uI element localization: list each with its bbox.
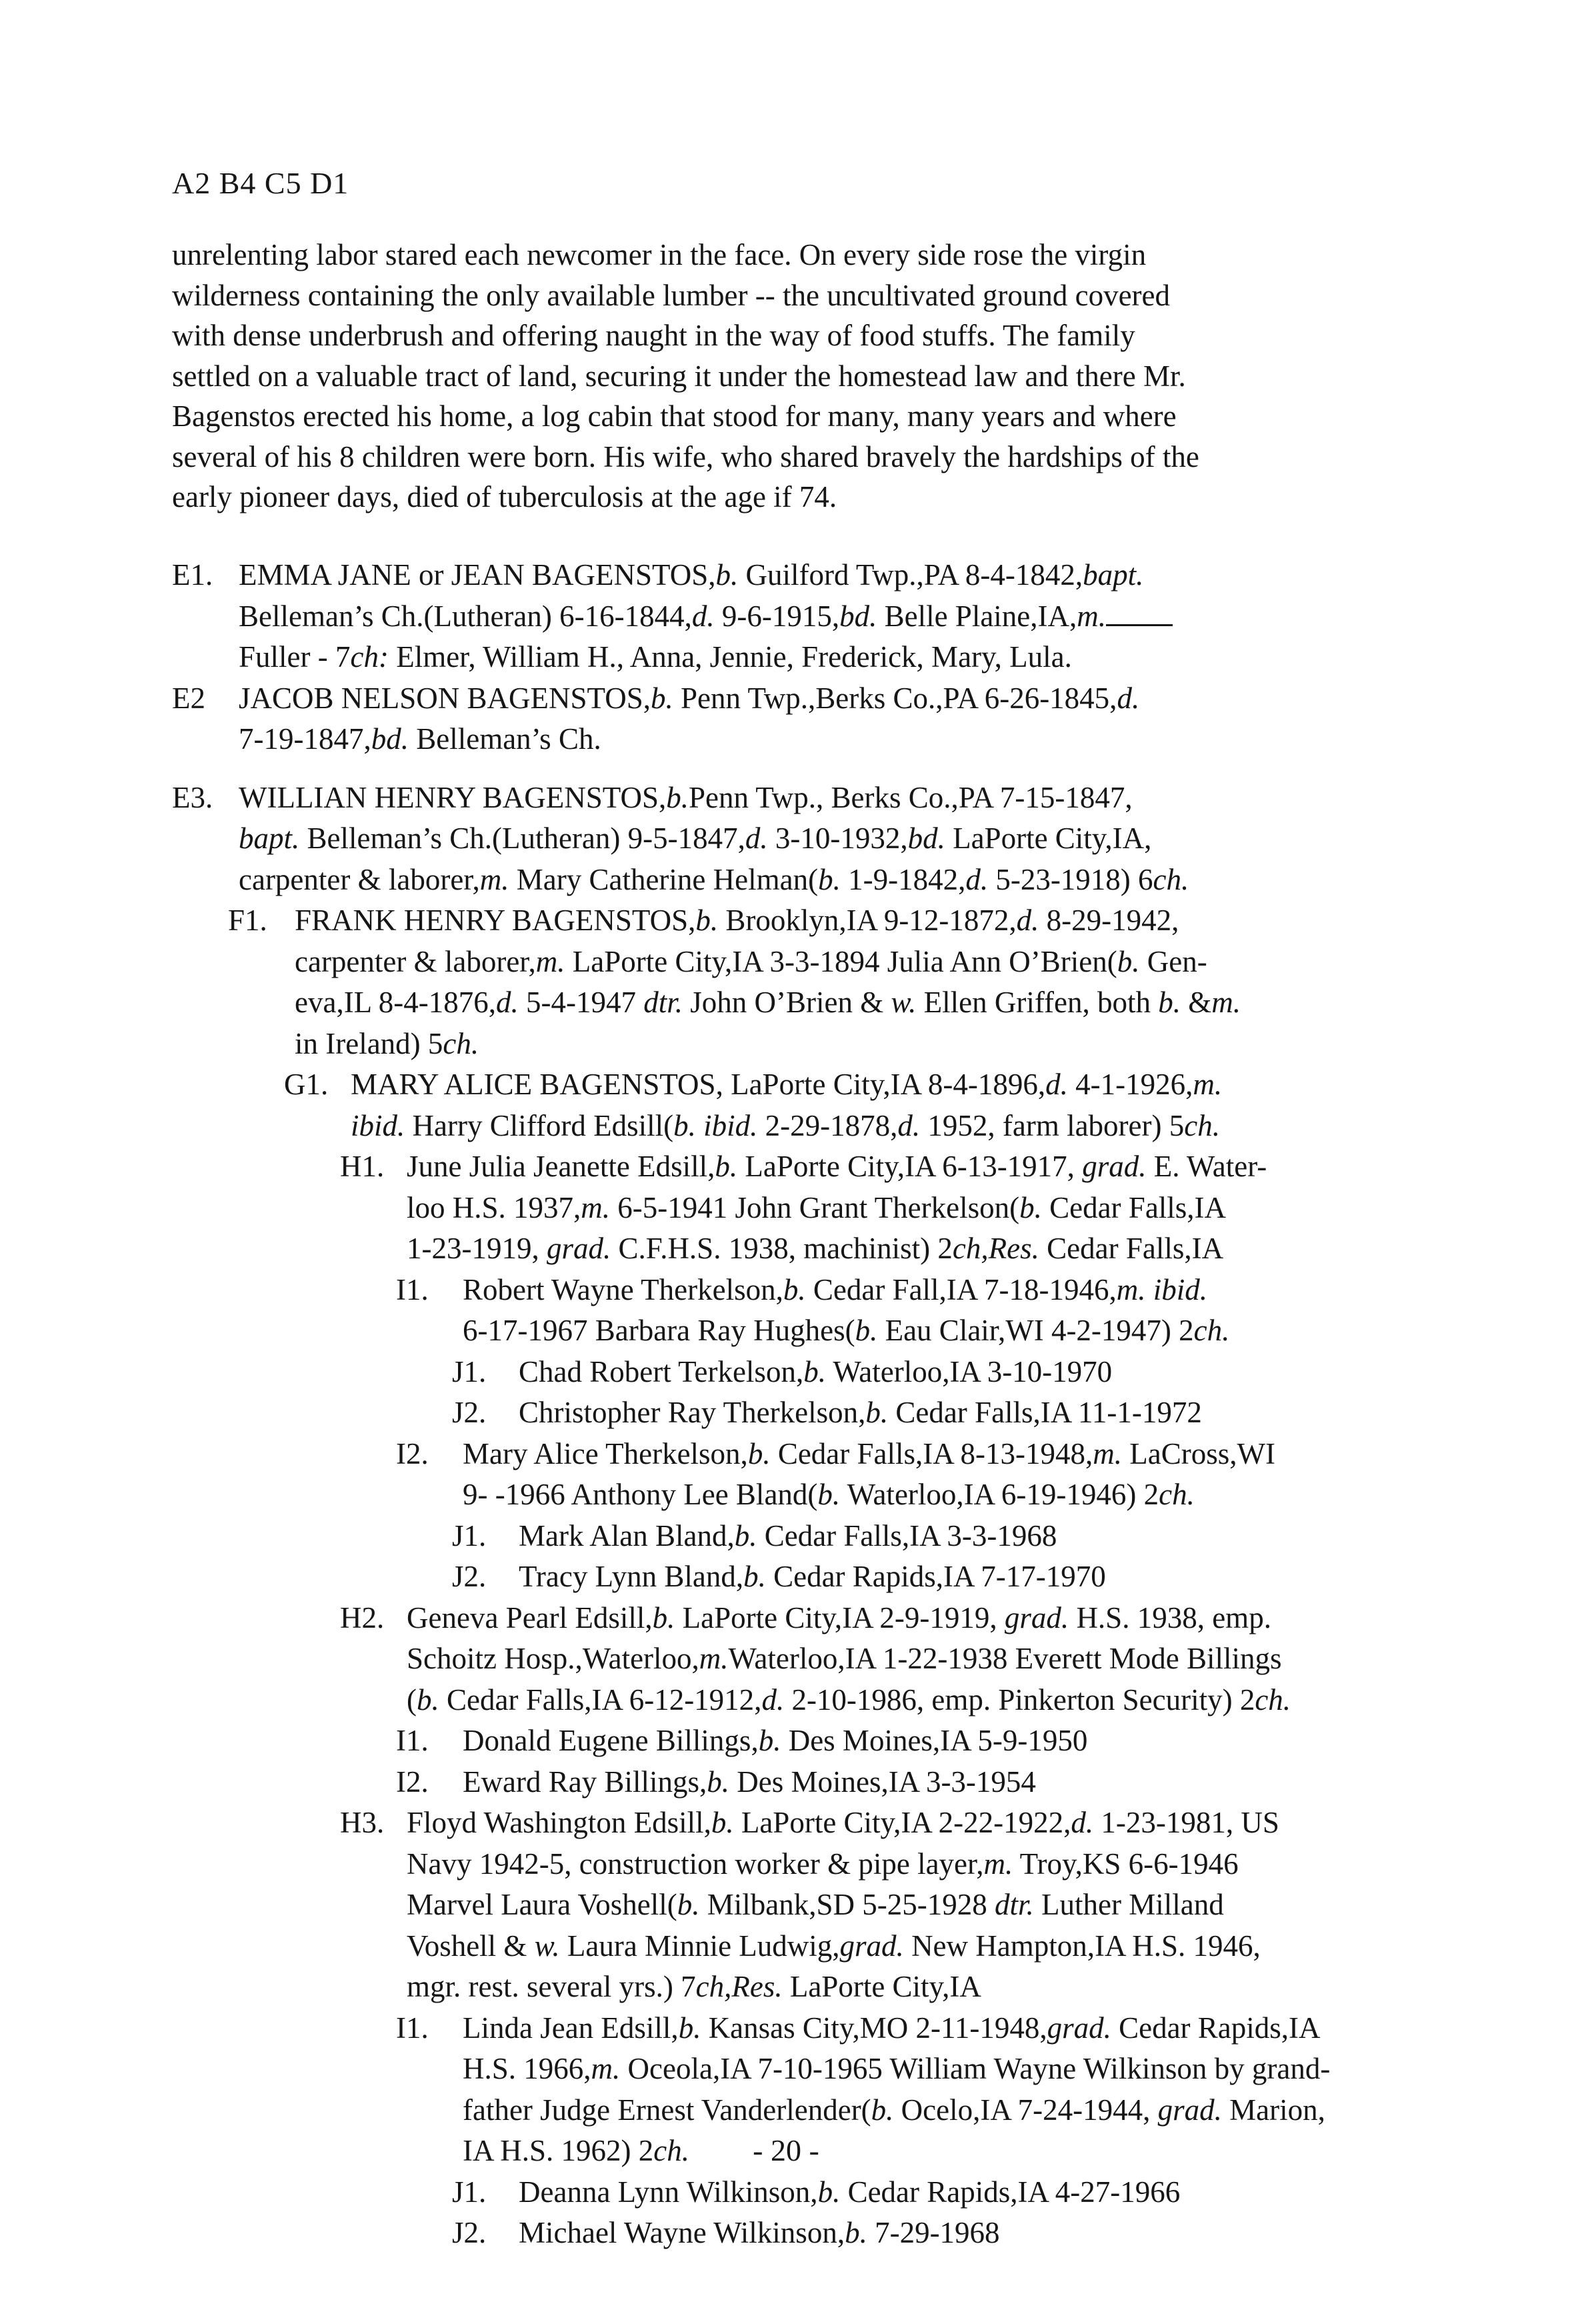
abbreviation-text: b.	[652, 1600, 675, 1634]
entry-text: Belle Plaine,IA,	[877, 599, 1077, 633]
entry-line	[172, 1516, 1425, 1557]
abbreviation-text: b.	[871, 2093, 894, 2127]
entry-label: I2.	[396, 1436, 429, 1470]
entry-text: 3-10-1932,	[767, 822, 908, 855]
entry-text: Floyd Washington Edsill,	[407, 1806, 711, 1839]
paragraph-line: with dense underbrush and offering naught in the way of food stuffs. The family	[172, 319, 1135, 352]
entry-line	[172, 1188, 1425, 1229]
abbreviation-text: ibid.	[351, 1108, 405, 1142]
abbreviation-text: m.	[699, 1642, 729, 1675]
entry-label: F1.	[228, 904, 267, 937]
abbreviation-text: b.	[865, 1396, 889, 1429]
entry-text: Cedar Falls,IA 11-1-1972	[888, 1396, 1202, 1429]
page-number: - 20 -	[753, 2133, 819, 2167]
abbreviation-text: d.	[745, 822, 768, 855]
entry-line	[172, 1885, 1425, 1926]
paragraph-line: wilderness containing the only available lumber -- the uncultivated ground covered	[172, 278, 1171, 312]
entry-text: Voshell &	[407, 1929, 535, 1963]
entry-line	[172, 1228, 1425, 1270]
entry-text: Mary Alice Therkelson,	[463, 1436, 748, 1470]
abbreviation-text: ch.	[653, 2134, 689, 2167]
entry-text: eva,IL 8-4-1876,	[295, 986, 496, 1019]
entry-line	[172, 1638, 1425, 1680]
entry-text: June Julia Jeanette Edsill,	[407, 1150, 715, 1183]
entry-text: Penn Twp., Berks Co.,PA 7-15-1847,	[688, 780, 1133, 814]
entry-line	[172, 1803, 1425, 1844]
entry-text: Cedar Falls,IA	[1039, 1232, 1224, 1265]
entry-text: Waterloo,IA 6-19-1946) 2	[840, 1478, 1159, 1511]
abbreviation-text: bd.	[371, 722, 409, 756]
abbreviation-text: b.	[1117, 944, 1140, 978]
abbreviation-text: b.	[677, 1888, 700, 1921]
abbreviation-text: b.	[695, 904, 719, 937]
entry-line	[172, 2172, 1425, 2213]
abbreviation-text: m. ibid.	[1116, 1272, 1208, 1306]
entry-line	[172, 596, 1425, 638]
abbreviation-text: b.	[715, 558, 739, 592]
abbreviation-text: ch.	[1255, 1682, 1291, 1716]
entry-line	[172, 1270, 1425, 1311]
abbreviation-text: m.	[479, 862, 509, 896]
abbreviation-text: ch,Res.	[952, 1232, 1039, 1265]
abbreviation-text: w.	[891, 986, 917, 1019]
genealogy-entry	[172, 1803, 1425, 2008]
abbreviation-text: b.	[1158, 986, 1181, 1019]
entry-text: Robert Wayne Therkelson,	[463, 1272, 783, 1306]
abbreviation-text: b.	[666, 780, 689, 814]
entry-text: Belleman’s Ch.(Lutheran) 9-5-1847,	[299, 822, 745, 855]
entry-spacer	[172, 760, 1425, 778]
abbreviation-text: m.	[591, 2052, 621, 2085]
abbreviation-text: b.	[817, 2175, 841, 2209]
abbreviation-text: m.	[983, 1847, 1013, 1881]
entry-text: 2-29-1878,	[757, 1108, 898, 1142]
abbreviation-text: b.	[845, 2216, 867, 2249]
entry-line	[172, 2213, 1425, 2254]
entry-text: H.S. 1966,	[463, 2052, 591, 2085]
entry-text: Cedar Fall,IA 7-18-1946,	[805, 1272, 1117, 1306]
entry-line	[172, 818, 1425, 860]
entry-text: 1-9-1842,	[840, 862, 966, 896]
entry-label: J1.	[452, 2175, 487, 2209]
abbreviation-text: bapt.	[1083, 558, 1144, 592]
entry-line	[172, 1720, 1425, 1762]
abbreviation-text: ch:	[350, 640, 389, 674]
entry-text: 1952, farm laborer) 5	[920, 1108, 1185, 1142]
entry-text: C.F.H.S. 1938, machinist) 2	[611, 1232, 953, 1265]
entry-text: 9- -1966 Anthony Lee Bland(	[463, 1478, 818, 1511]
genealogy-entry	[172, 678, 1425, 760]
entry-text: 6-17-1967 Barbara Ray Hughes(	[463, 1314, 855, 1347]
entry-label: I1.	[396, 1272, 429, 1306]
entry-text: Milbank,SD 5-25-1928	[699, 1888, 995, 1921]
entry-line	[172, 1310, 1425, 1352]
genealogy-entry	[172, 778, 1425, 901]
entry-text: father Judge Ernest Vanderlender(	[463, 2093, 871, 2127]
entry-text: 5-4-1947	[518, 986, 644, 1019]
intro-paragraph	[172, 235, 1425, 517]
abbreviation-text: w.	[534, 1929, 560, 1963]
abbreviation-text: ch.	[1184, 1108, 1220, 1142]
entry-text: Troy,KS 6-6-1946	[1013, 1847, 1239, 1881]
entry-line	[172, 942, 1425, 983]
entry-text: loo H.S. 1937,	[407, 1190, 581, 1224]
genealogy-entry	[172, 2172, 1425, 2213]
genealogy-entry	[172, 1556, 1425, 1598]
entry-line	[172, 678, 1425, 720]
entry-line	[172, 1474, 1425, 1516]
entry-text: Linda Jean Edsill,	[463, 2011, 679, 2045]
abbreviation-text: m.	[1093, 1436, 1122, 1470]
entry-label: J1.	[452, 1354, 487, 1388]
abbreviation-text: m.	[581, 1190, 611, 1224]
abbreviation-text: grad.	[1004, 1600, 1069, 1634]
entry-line	[172, 1106, 1425, 1147]
page-header-code: A2 B4 C5 D1	[172, 166, 349, 200]
abbreviation-text: ch,Res.	[695, 1970, 783, 2003]
entry-text: JACOB NELSON BAGENSTOS,	[239, 681, 651, 715]
entry-text: Cedar Falls,IA 3-3-1968	[757, 1518, 1057, 1552]
entry-text: 8-29-1942,	[1039, 904, 1179, 937]
entry-text: mgr. rest. several yrs.) 7	[407, 1970, 696, 2003]
abbreviation-text: b.	[678, 2011, 701, 2045]
entry-text: Ellen Griffen, both	[916, 986, 1159, 1019]
entry-text: Harry Clifford Edsill(	[405, 1108, 674, 1142]
entry-text: Eward Ray Billings,	[463, 1765, 707, 1799]
entry-text: 2-10-1986, emp. Pinkerton Security) 2	[784, 1682, 1255, 1716]
entry-text: 6-5-1941 John Grant Therkelson(	[610, 1190, 1020, 1224]
genealogy-entry	[172, 1598, 1425, 1721]
entry-text: carpenter & laborer,	[295, 944, 536, 978]
entry-text: Cedar Rapids,IA 4-27-1966	[840, 2175, 1181, 2209]
entry-line	[172, 719, 1425, 760]
entry-text: Marvel Laura Voshell(	[407, 1888, 677, 1921]
entry-label: I2.	[396, 1765, 429, 1799]
abbreviation-text: bd.	[839, 599, 877, 633]
entry-text: Laura Minnie Ludwig,	[559, 1929, 840, 1963]
entry-line	[172, 1434, 1425, 1475]
entry-text: WILLIAN HENRY BAGENSTOS,	[239, 780, 667, 814]
entry-line	[172, 1926, 1425, 1967]
abbreviation-text: b.	[417, 1682, 439, 1716]
entry-line	[172, 1556, 1425, 1598]
genealogy-entry	[172, 1516, 1425, 1557]
abbreviation-text: m.	[1211, 986, 1241, 1019]
entry-text: Marion,	[1221, 2093, 1325, 2127]
genealogy-entry	[172, 1720, 1425, 1762]
entry-label: E3.	[172, 780, 213, 814]
entry-line	[172, 1967, 1425, 2008]
abbreviation-text: grad.	[839, 1929, 904, 1963]
abbreviation-text: b. ibid.	[673, 1108, 758, 1142]
entry-text: Cedar Rapids,IA	[1111, 2011, 1321, 2045]
entry-text: Des Moines,IA 5-9-1950	[781, 1724, 1088, 1757]
genealogy-entry	[172, 1352, 1425, 1393]
abbreviation-text: b.	[1019, 1190, 1042, 1224]
genealogy-entry	[172, 900, 1425, 1064]
entry-label: J2.	[452, 1396, 487, 1429]
paragraph-line: several of his 8 children were born. His wife, who shared bravely the hardships of the	[172, 439, 1199, 473]
entry-text: 1-23-1919,	[407, 1232, 547, 1265]
entry-label: J2.	[452, 1560, 487, 1593]
abbreviation-text: grad.	[1047, 2011, 1111, 2045]
entry-label: I1.	[396, 1724, 429, 1757]
entry-line	[172, 1146, 1425, 1188]
abbreviation-text: b.	[818, 862, 841, 896]
abbreviation-text: ch.	[443, 1026, 479, 1060]
entry-text: Deanna Lynn Wilkinson,	[519, 2175, 818, 2209]
entry-text: Geneva Pearl Edsill,	[407, 1600, 653, 1634]
entry-text: Gen-	[1139, 944, 1207, 978]
entry-label: J1.	[452, 1518, 487, 1552]
entry-label: H3.	[340, 1806, 385, 1839]
entry-text: FRANK HENRY BAGENSTOS,	[295, 904, 696, 937]
abbreviation-text: b.	[743, 1560, 766, 1593]
abbreviation-text: m.	[1193, 1068, 1223, 1101]
abbreviation-text: b.	[803, 1354, 826, 1388]
entry-line	[172, 1352, 1425, 1393]
abbreviation-text: b.	[817, 1478, 841, 1511]
entry-line	[172, 1680, 1425, 1721]
blank-name-line	[1106, 604, 1173, 626]
abbreviation-text: d.	[691, 599, 715, 633]
entry-text: Belleman’s Ch.(Lutheran) 6-16-1844,	[239, 599, 692, 633]
entry-text: Cedar Falls,IA 8-13-1948,	[770, 1436, 1093, 1470]
entry-text: Oceola,IA 7-10-1965 William Wayne Wilkinson by grand-	[620, 2052, 1331, 2085]
entry-text: LaCross,WI	[1122, 1436, 1275, 1470]
entry-text: 4-1-1926,	[1067, 1068, 1193, 1101]
entry-text: Cedar Falls,IA	[1041, 1190, 1227, 1224]
entry-text: LaPorte City,IA 2-9-1919,	[675, 1600, 1005, 1634]
entry-label: E2	[172, 681, 205, 715]
entry-line	[172, 1598, 1425, 1639]
genealogy-entry	[172, 1270, 1425, 1352]
entry-text: Fuller - 7	[239, 640, 351, 674]
entry-text: 5-23-1918) 6	[988, 862, 1153, 896]
abbreviation-text: dtr.	[643, 986, 683, 1019]
abbreviation-text: bapt.	[239, 822, 300, 855]
entry-text: New Hampton,IA H.S. 1946,	[903, 1929, 1261, 1963]
entry-line	[172, 1064, 1425, 1106]
abbreviation-text: ch.	[1159, 1478, 1195, 1511]
entry-text: John O’Brien &	[683, 986, 891, 1019]
entry-line	[172, 555, 1425, 596]
entry-text: &	[1181, 986, 1212, 1019]
entry-text: Cedar Rapids,IA 7-17-1970	[765, 1560, 1106, 1593]
entry-text: carpenter & laborer,	[239, 862, 480, 896]
entry-text: 1-23-1981, US	[1093, 1806, 1279, 1839]
abbreviation-text: b.	[734, 1518, 757, 1552]
abbreviation-text: d.	[1117, 681, 1140, 715]
entry-line	[172, 1762, 1425, 1803]
entry-text: Brooklyn,IA 9-12-1872,	[718, 904, 1017, 937]
abbreviation-text: d.	[1016, 904, 1039, 937]
paragraph-line: settled on a valuable tract of land, securing it under the homestead law and there Mr.	[172, 359, 1186, 393]
genealogy-entry	[172, 1064, 1425, 1146]
genealogy-entry	[172, 1146, 1425, 1270]
entry-text: Waterloo,IA 3-10-1970	[825, 1354, 1113, 1388]
entry-text: Penn Twp.,Berks Co.,PA 6-26-1845,	[673, 681, 1117, 715]
entry-text: Mary Catherine Helman(	[509, 862, 819, 896]
entry-text: Donald Eugene Billings,	[463, 1724, 759, 1757]
entry-label: H2.	[340, 1600, 385, 1634]
entry-label: H1.	[340, 1150, 385, 1183]
genealogy-entry	[172, 1762, 1425, 1803]
paragraph-line: unrelenting labor stared each newcomer in the face. On every side rose the virgin	[172, 238, 1147, 271]
entry-text: Mark Alan Bland,	[519, 1518, 735, 1552]
entry-text: Des Moines,IA 3-3-1954	[729, 1765, 1036, 1799]
abbreviation-text: bd.	[907, 822, 945, 855]
entry-line	[172, 778, 1425, 819]
entry-text: MARY ALICE BAGENSTOS, LaPorte City,IA 8-4-1896,	[351, 1068, 1046, 1101]
entry-text: Elmer, William H., Anna, Jennie, Frederick, Mary, Lula.	[388, 640, 1072, 674]
abbreviation-text: b.	[855, 1314, 878, 1347]
entry-text: 7-19-1847,	[239, 722, 371, 756]
entry-line	[172, 1844, 1425, 1885]
entry-text: Navy 1942-5, construction worker & pipe layer,	[407, 1847, 984, 1881]
abbreviation-text: d.	[495, 986, 519, 1019]
abbreviation-text: b.	[707, 1765, 729, 1799]
entry-line	[172, 2090, 1425, 2131]
abbreviation-text: grad.	[1082, 1150, 1147, 1183]
entry-text: Eau Clair,WI 4-2-1947) 2	[877, 1314, 1194, 1347]
abbreviation-text: dtr.	[994, 1888, 1034, 1921]
entry-label: I1.	[396, 2011, 429, 2045]
abbreviation-text: d.	[1071, 1806, 1094, 1839]
genealogy-entry	[172, 1392, 1425, 1434]
entry-text: IA H.S. 1962) 2	[463, 2134, 654, 2167]
entry-label: G1.	[284, 1068, 329, 1101]
entry-text: LaPorte City,IA	[782, 1970, 981, 2003]
abbreviation-text: grad.	[546, 1232, 611, 1265]
entry-text: in Ireland) 5	[295, 1026, 443, 1060]
entry-line	[172, 900, 1425, 942]
entry-text: Schoitz Hosp.,Waterloo,	[407, 1642, 699, 1675]
entry-text: LaPorte City,IA 2-22-1922,	[733, 1806, 1071, 1839]
genealogy-entry	[172, 555, 1425, 678]
abbreviation-text: d.	[965, 862, 989, 896]
entry-line	[172, 860, 1425, 901]
abbreviation-text: b.	[715, 1150, 738, 1183]
abbreviation-text: m.	[1077, 599, 1107, 633]
abbreviation-text: b.	[758, 1724, 781, 1757]
abbreviation-text: b.	[711, 1806, 734, 1839]
entry-text: 7-29-1968	[867, 2216, 1000, 2249]
abbreviation-text: b.	[783, 1272, 806, 1306]
entry-text: Ocelo,IA 7-24-1944,	[893, 2093, 1158, 2127]
entry-line	[172, 982, 1425, 1024]
entry-line	[172, 1024, 1425, 1065]
entry-line	[172, 2008, 1425, 2049]
entry-line	[172, 2049, 1425, 2090]
entry-text: Tracy Lynn Bland,	[519, 1560, 744, 1593]
entry-text: LaPorte City,IA 6-13-1917,	[737, 1150, 1083, 1183]
entry-text: LaPorte City,IA,	[945, 822, 1152, 855]
entry-text: 9-6-1915,	[714, 599, 840, 633]
entry-text: EMMA JANE or JEAN BAGENSTOS,	[239, 558, 716, 592]
genealogy-entry	[172, 1434, 1425, 1516]
entry-text: Luther Milland	[1033, 1888, 1224, 1921]
entry-line	[172, 1392, 1425, 1434]
paragraph-line: early pioneer days, died of tuberculosis at the age if 74.	[172, 480, 837, 513]
entry-text: LaPorte City,IA 3-3-1894 Julia Ann O’Brien(	[565, 944, 1117, 978]
entry-text: Michael Wayne Wilkinson,	[519, 2216, 845, 2249]
abbreviation-text: ch.	[1153, 862, 1189, 896]
entry-text: Guilford Twp.,PA 8-4-1842,	[738, 558, 1083, 592]
abbreviation-text: grad.	[1157, 2093, 1222, 2127]
entry-text: H.S. 1938, emp.	[1069, 1600, 1271, 1634]
abbreviation-text: d.	[897, 1108, 921, 1142]
entry-text: Chad Robert Terkelson,	[519, 1354, 804, 1388]
entry-text: Kansas City,MO 2-11-1948,	[701, 2011, 1047, 2045]
entry-label: J2.	[452, 2216, 487, 2249]
entry-text: Belleman’s Ch.	[408, 722, 601, 756]
abbreviation-text: m.	[535, 944, 565, 978]
abbreviation-text: b.	[651, 681, 673, 715]
entry-text: Waterloo,IA 1-22-1938 Everett Mode Billings	[728, 1642, 1282, 1675]
entry-text: (	[407, 1682, 417, 1716]
abbreviation-text: d.	[761, 1682, 785, 1716]
entry-label: E1.	[172, 558, 213, 592]
abbreviation-text: ch.	[1193, 1314, 1230, 1347]
entry-text: Cedar Falls,IA 6-12-1912,	[439, 1682, 762, 1716]
paragraph-line: Bagenstos erected his home, a log cabin that stood for many, many years and where	[172, 399, 1177, 433]
entry-text: Christopher Ray Therkelson,	[519, 1396, 866, 1429]
genealogy-entries	[172, 555, 1425, 2254]
abbreviation-text: b.	[747, 1436, 771, 1470]
entry-text: E. Water-	[1146, 1150, 1267, 1183]
entry-line	[172, 637, 1425, 678]
abbreviation-text: d.	[1045, 1068, 1068, 1101]
genealogy-entry	[172, 2213, 1425, 2254]
